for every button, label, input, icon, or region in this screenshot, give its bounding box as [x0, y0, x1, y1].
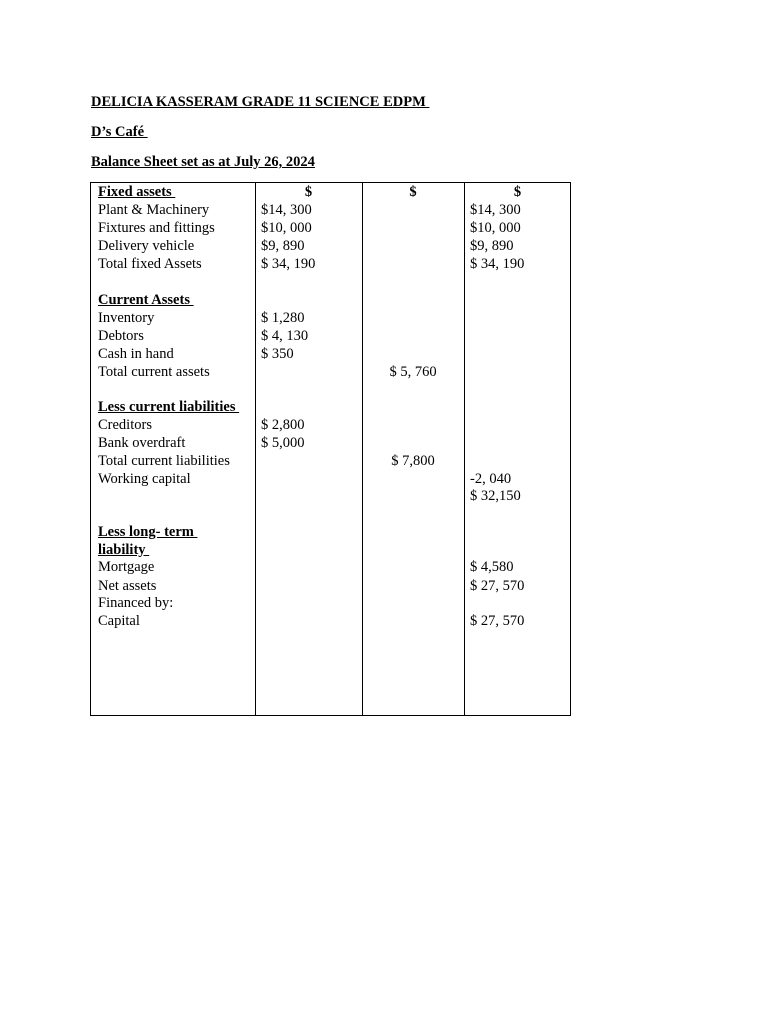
row-label: Plant & Machinery	[98, 202, 210, 218]
row-value: $9, 890	[470, 238, 514, 254]
row-label: Financed by:	[98, 595, 174, 611]
balance-sheet-table	[90, 182, 571, 716]
row-value: $ 5, 760	[389, 364, 437, 380]
row-value: $ 5,000	[261, 435, 305, 451]
row-value: $10, 000	[261, 220, 312, 236]
row-value: $ 27, 570	[470, 578, 525, 594]
author-line: DELICIA KASSERAM GRADE 11 SCIENCE EDPM	[91, 94, 430, 110]
row-value: $ 4,580	[470, 559, 514, 575]
row-label: Mortgage	[98, 559, 155, 575]
row-label: Inventory	[98, 310, 155, 326]
row-label: Working capital	[98, 471, 191, 487]
row-value: $14, 300	[261, 202, 312, 218]
statement-title: Balance Sheet set as at July 26, 2024	[91, 154, 315, 170]
row-label: Delivery vehicle	[98, 238, 195, 254]
row-value: $14, 300	[470, 202, 521, 218]
row-label: Total current liabilities	[98, 453, 230, 469]
row-label: Total current assets	[98, 364, 210, 380]
row-value: $ 34, 190	[470, 256, 525, 272]
row-label: Debtors	[98, 328, 144, 344]
column-divider	[362, 183, 363, 715]
column-header-1: $	[304, 184, 313, 200]
row-label: Fixtures and fittings	[98, 220, 215, 236]
column-divider	[255, 183, 256, 715]
row-label: Cash in hand	[98, 346, 174, 362]
long-term-liability-heading: Less long- term	[98, 524, 198, 540]
fixed-assets-heading: Fixed assets	[98, 184, 176, 200]
column-header-3: $	[513, 184, 522, 200]
row-value: $ 7,800	[391, 453, 435, 469]
column-divider	[464, 183, 465, 715]
current-liabilities-heading: Less current liabilities	[98, 399, 240, 415]
row-value: $ 350	[261, 346, 294, 362]
row-label: Net assets	[98, 578, 157, 594]
row-value: $10, 000	[470, 220, 521, 236]
row-value: $ 34, 190	[261, 256, 316, 272]
row-value: $9, 890	[261, 238, 305, 254]
row-label: Total fixed Assets	[98, 256, 202, 272]
long-term-liability-heading: liability	[98, 542, 150, 558]
row-label: Capital	[98, 613, 140, 629]
column-header-2: $	[409, 184, 417, 200]
row-value: $ 4, 130	[261, 328, 309, 344]
row-value: $ 2,800	[261, 417, 305, 433]
row-value: $ 32,150	[470, 488, 521, 504]
business-name: D’s Café	[91, 124, 148, 140]
row-value: $ 1,280	[261, 310, 305, 326]
row-label: Bank overdraft	[98, 435, 186, 451]
current-assets-heading: Current Assets	[98, 292, 194, 308]
row-value: -2, 040	[470, 471, 512, 487]
row-label: Creditors	[98, 417, 152, 433]
row-value: $ 27, 570	[470, 613, 525, 629]
